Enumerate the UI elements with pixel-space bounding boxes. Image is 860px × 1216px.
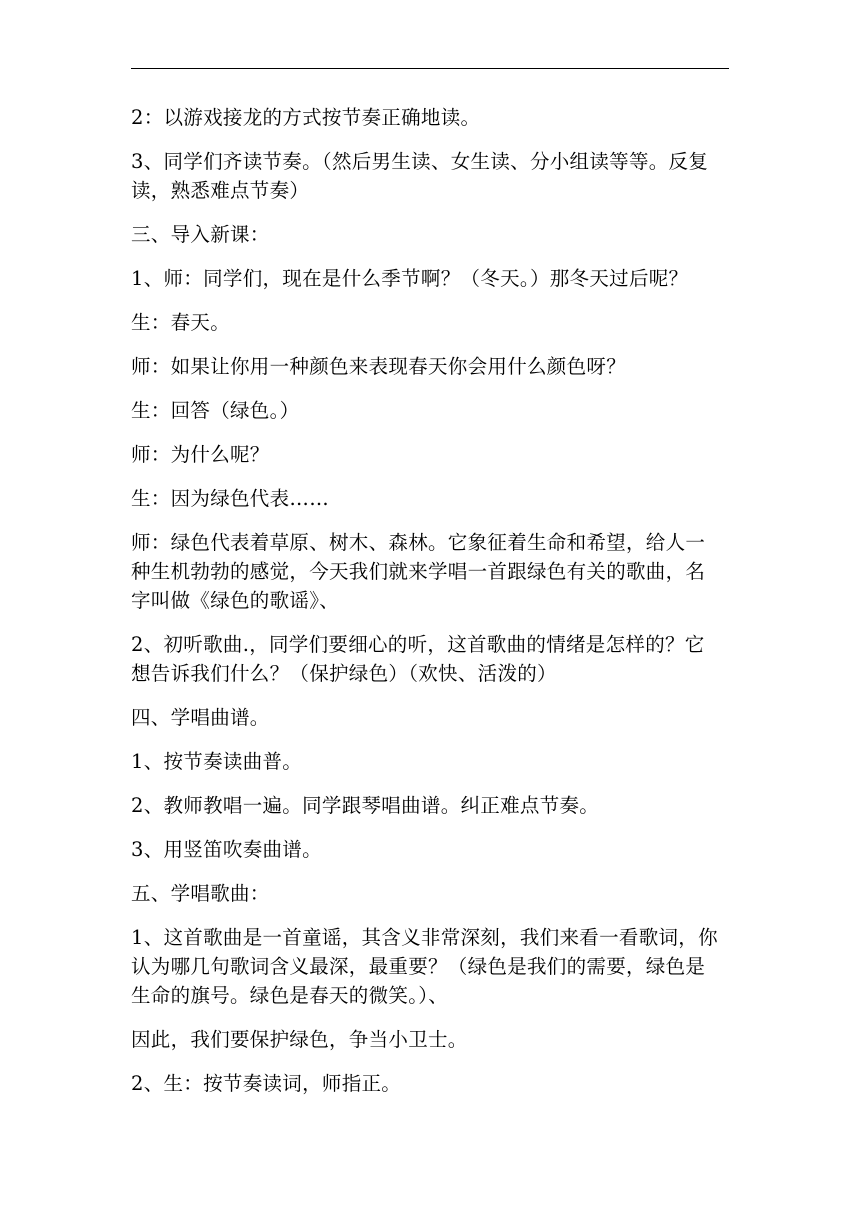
paragraph: 3、同学们齐读节奏。（然后男生读、女生读、分小组读等等。反复读，熟悉难点节奏） — [131, 150, 709, 202]
paragraph: 师：如果让你用一种颜色来表现春天你会用什么颜色呀？ — [131, 355, 627, 378]
section-heading: 四、学唱曲谱。 — [131, 706, 270, 729]
paragraph: 师：绿色代表着草原、树木、森林。它象征着生命和希望，给人一种生机勃勃的感觉，今天我们就来学唱一首跟绿色有关的歌曲，名字叫做《绿色的歌谣》、 — [131, 531, 706, 612]
paragraph: 2：以游戏接龙的方式按节奏正确地读。 — [131, 106, 481, 129]
section-heading: 五、学唱歌曲： — [131, 882, 270, 905]
paragraph: 1、按节奏读曲普。 — [131, 750, 303, 773]
paragraph: 2、初听歌曲.，同学们要细心的听，这首歌曲的情绪是怎样的？它想告诉我们什么？（保护绿色）（欢快、活泼的） — [131, 633, 705, 685]
paragraph: 1、这首歌曲是一首童谣，其含义非常深刻，我们来看一看歌词，你认为哪几句歌词含义最深，最重要？（绿色是我们的需要，绿色是生命的旗号。绿色是春天的微笑。）、 — [131, 926, 718, 1007]
paragraph: 2、教师教唱一遍。同学跟琴唱曲谱。纠正难点节奏。 — [131, 794, 600, 817]
document-body — [131, 103, 721, 1113]
paragraph: 生：回答（绿色。） — [131, 399, 300, 422]
paragraph: 3、用竖笛吹奏曲谱。 — [131, 838, 322, 861]
paragraph: 师：为什么呢？ — [131, 443, 270, 466]
paragraph: 因此，我们要保护绿色，争当小卫士。 — [131, 1028, 468, 1051]
paragraph: 1、师：同学们，现在是什么季节啊？（冬天。）那冬天过后呢？ — [131, 267, 689, 290]
paragraph: 生：春天。 — [131, 311, 231, 334]
paragraph: 生：因为绿色代表…… — [131, 487, 329, 510]
header-rule — [131, 68, 729, 69]
paragraph: 2、生：按节奏读词，师指正。 — [131, 1072, 402, 1095]
section-heading: 三、导入新课： — [131, 223, 270, 246]
